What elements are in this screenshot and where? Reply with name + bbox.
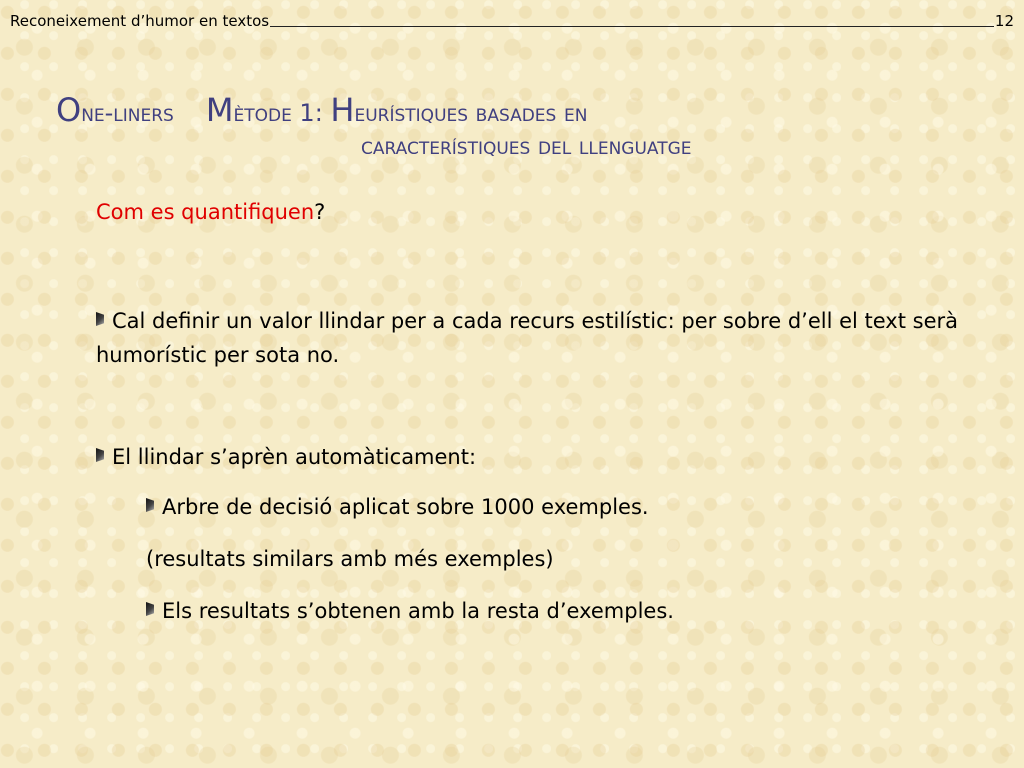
slide-title — [56, 92, 956, 161]
sub-bullet-item — [146, 490, 649, 524]
title-part1: ne-liners — [81, 99, 174, 127]
header-rule — [270, 26, 994, 27]
course-title: Reconeixement d’humor en textos — [10, 12, 270, 30]
bullet-icon — [146, 602, 154, 616]
bullet-icon — [96, 448, 104, 462]
title-cap-o: O — [56, 91, 82, 129]
question-highlight: Com es quantifiquen — [96, 200, 315, 224]
bullet-text: Cal definir un valor llindar per a cada recurs estilístic: per sobre d’ell el text serà humorístic per sota no. — [96, 309, 958, 367]
page-number: 12 — [994, 12, 1014, 30]
title-part3: eurístiques basades en — [354, 99, 588, 127]
bullet-item — [96, 440, 476, 474]
slide-header — [10, 12, 1014, 30]
title-cap-m: M — [205, 91, 234, 129]
bullet-text: Arbre de decisió aplicat sobre 1000 exemples. — [162, 495, 649, 519]
title-line2: característiques del llenguatge — [361, 132, 692, 160]
bullet-text: Els resultats s’obtenen amb la resta d’exemples. — [162, 599, 674, 623]
title-part2: ètode 1: — [233, 99, 331, 127]
question-suffix: ? — [314, 200, 326, 224]
bullet-text: El llindar s’aprèn automàticament: — [112, 445, 477, 469]
bullet-icon — [96, 312, 104, 326]
sub-note — [146, 542, 554, 576]
title-cap-h: H — [330, 91, 355, 129]
sub-bullet-item — [146, 594, 674, 628]
bullet-item — [96, 304, 986, 372]
bullet-icon — [146, 498, 154, 512]
question-heading — [96, 200, 325, 224]
note-text: (resultats similars amb més exemples) — [146, 547, 554, 571]
